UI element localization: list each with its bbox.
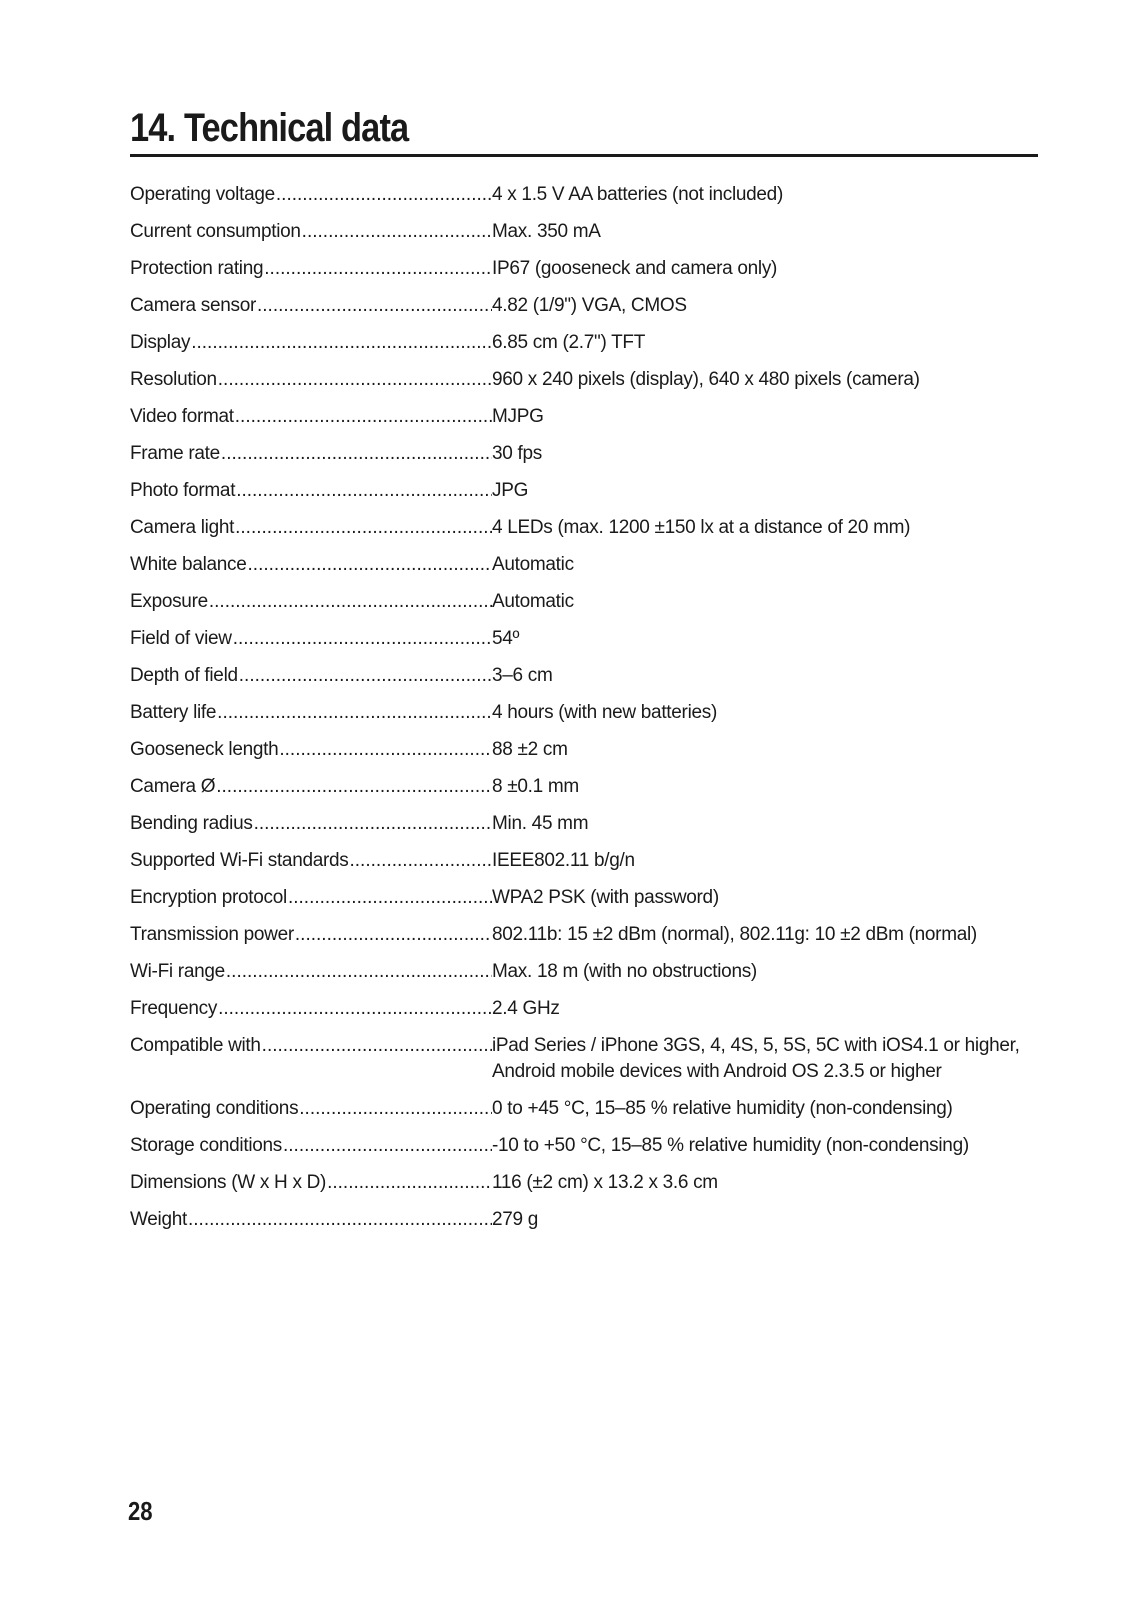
spec-value: 4.82 (1/9") VGA, CMOS: [492, 295, 687, 316]
spec-label: Weight: [130, 1209, 187, 1230]
spec-value-cell: [492, 848, 1040, 874]
spec-value-cell: [492, 367, 1040, 393]
spec-value: MJPG: [492, 406, 544, 427]
spec-row: [130, 1207, 1040, 1244]
spec-value: 4 x 1.5 V AA batteries (not included): [492, 184, 783, 205]
spec-label-cell: [130, 1096, 492, 1122]
spec-label: Field of view: [130, 628, 232, 649]
spec-value-cell: [492, 441, 1040, 467]
spec-row: [130, 811, 1040, 848]
spec-row: [130, 848, 1040, 885]
spec-label-cell: [130, 626, 492, 652]
spec-value: 960 x 240 pixels (display), 640 x 480 pixels (camera): [492, 369, 920, 390]
spec-value-cell: [492, 700, 1040, 726]
spec-value: IEEE802.11 b/g/n: [492, 850, 635, 871]
spec-label-cell: [130, 404, 492, 430]
dot-leader: [248, 552, 492, 578]
spec-value-cell: [492, 589, 1040, 615]
dot-leader: [191, 330, 492, 356]
spec-label: Dimensions (W x H x D): [130, 1172, 327, 1193]
spec-row: [130, 1033, 1040, 1096]
spec-row: [130, 589, 1040, 626]
spec-row: [130, 663, 1040, 700]
spec-label: Gooseneck length: [130, 739, 279, 760]
spec-label: Camera sensor: [130, 295, 256, 316]
spec-label-cell: [130, 663, 492, 689]
spec-label: Supported Wi-Fi standards: [130, 850, 349, 871]
spec-row: [130, 552, 1040, 589]
spec-value-cell: [492, 330, 1040, 356]
spec-label: Video format: [130, 406, 234, 427]
spec-value: 88 ±2 cm: [492, 739, 568, 760]
spec-value: Automatic: [492, 591, 574, 612]
spec-value: 3–6 cm: [492, 665, 553, 686]
spec-row: [130, 1133, 1040, 1170]
dot-leader: [350, 848, 493, 874]
spec-value: Automatic: [492, 554, 574, 575]
spec-label-cell: [130, 1170, 492, 1196]
spec-value-cell: [492, 1096, 1040, 1122]
spec-value: iPad Series / iPhone 3GS, 4, 4S, 5, 5S, 5C with iOS4.1 or higher,: [492, 1035, 1020, 1056]
spec-label-cell: [130, 219, 492, 245]
spec-label-cell: [130, 478, 492, 504]
spec-label-cell: [130, 959, 492, 985]
spec-value-cell: [492, 959, 1040, 985]
spec-value: 802.11b: 15 ±2 dBm (normal), 802.11g: 10 ±2 dBm (normal): [492, 924, 977, 945]
spec-label: Frequency: [130, 998, 218, 1019]
dot-leader: [276, 182, 492, 208]
dot-leader: [283, 1133, 492, 1159]
spec-value: IP67 (gooseneck and camera only): [492, 258, 778, 279]
spec-label: Wi-Fi range: [130, 961, 225, 982]
dot-leader: [302, 219, 492, 245]
dot-leader: [218, 367, 492, 393]
spec-row: [130, 922, 1040, 959]
spec-value: 116 (±2 cm) x 13.2 x 3.6 cm: [492, 1172, 718, 1193]
spec-label-cell: [130, 589, 492, 615]
spec-value: 54º: [492, 628, 520, 649]
spec-label: Transmission power: [130, 924, 294, 945]
spec-value: 8 ±0.1 mm: [492, 776, 579, 797]
spec-label: Frame rate: [130, 443, 220, 464]
spec-label: Depth of field: [130, 665, 238, 686]
dot-leader: [288, 885, 492, 911]
spec-label: Battery life: [130, 702, 217, 723]
section-heading: [130, 104, 1038, 157]
spec-value-cell: [492, 182, 1040, 208]
spec-label: Operating voltage: [130, 184, 275, 205]
spec-label: Encryption protocol: [130, 887, 287, 908]
spec-row: [130, 515, 1040, 552]
spec-label: Protection rating: [130, 258, 264, 279]
spec-label: Display: [130, 332, 191, 353]
dot-leader: [239, 663, 492, 689]
dot-leader: [209, 589, 492, 615]
spec-label-cell: [130, 700, 492, 726]
dot-leader: [279, 737, 492, 763]
spec-value: 6.85 cm (2.7") TFT: [492, 332, 646, 353]
spec-row: [130, 774, 1040, 811]
spec-value-cell: [492, 885, 1040, 911]
spec-value-cell: [492, 922, 1040, 948]
spec-row: [130, 182, 1040, 219]
spec-label: White balance: [130, 554, 247, 575]
dot-leader: [235, 515, 492, 541]
spec-value: 279 g: [492, 1209, 539, 1230]
dot-leader: [217, 700, 492, 726]
spec-label-cell: [130, 1133, 492, 1159]
dot-leader: [233, 626, 492, 652]
dot-leader: [221, 441, 492, 467]
spec-row: [130, 1096, 1040, 1133]
spec-value: 4 LEDs (max. 1200 ±150 lx at a distance of 20 mm): [492, 517, 911, 538]
spec-value: 0 to +45 °C, 15–85 % relative humidity (non-condensing): [492, 1098, 953, 1119]
spec-value-cell: [492, 515, 1040, 541]
spec-label: Photo format: [130, 480, 236, 501]
spec-label-cell: [130, 885, 492, 911]
spec-value-cell: [492, 256, 1040, 282]
spec-row: [130, 441, 1040, 478]
spec-row: [130, 1170, 1040, 1207]
spec-label-cell: [130, 552, 492, 578]
spec-label: Compatible with: [130, 1035, 261, 1056]
spec-value-cell: [492, 478, 1040, 504]
dot-leader: [257, 293, 492, 319]
spec-row: [130, 293, 1040, 330]
spec-value-cell: [492, 737, 1040, 763]
spec-row: [130, 626, 1040, 663]
spec-value: -10 to +50 °C, 15–85 % relative humidity (non-condensing): [492, 1135, 969, 1156]
spec-row: [130, 256, 1040, 293]
spec-label-cell: [130, 256, 492, 282]
spec-label-cell: [130, 182, 492, 208]
spec-label-cell: [130, 367, 492, 393]
spec-label-cell: [130, 441, 492, 467]
spec-label: Storage conditions: [130, 1135, 282, 1156]
spec-row: [130, 737, 1040, 774]
dot-leader: [299, 1096, 492, 1122]
spec-label-cell: [130, 1207, 492, 1233]
spec-label: Exposure: [130, 591, 208, 612]
spec-label: Camera light: [130, 517, 235, 538]
spec-value-cell: [492, 219, 1040, 245]
spec-value-cell: [492, 1033, 1040, 1085]
spec-label-cell: [130, 515, 492, 541]
page-number: 28: [128, 1496, 153, 1526]
spec-row: [130, 885, 1040, 922]
spec-row: [130, 219, 1040, 256]
spec-row: [130, 700, 1040, 737]
spec-value: Max. 18 m (with no obstructions): [492, 961, 757, 982]
dot-leader: [262, 1033, 492, 1059]
spec-value: Max. 350 mA: [492, 221, 601, 242]
spec-label: Resolution: [130, 369, 217, 390]
spec-row: [130, 478, 1040, 515]
spec-label-cell: [130, 737, 492, 763]
spec-value: JPG: [492, 480, 529, 501]
spec-value-cell: [492, 774, 1040, 800]
page-title: 14. Technical data: [130, 106, 409, 150]
spec-value-cell: [492, 996, 1040, 1022]
spec-label-cell: [130, 922, 492, 948]
spec-label-cell: [130, 848, 492, 874]
spec-row: [130, 996, 1040, 1033]
spec-label-cell: [130, 811, 492, 837]
spec-value-cell: [492, 811, 1040, 837]
dot-leader: [226, 959, 492, 985]
spec-label: Operating conditions: [130, 1098, 299, 1119]
spec-label-cell: [130, 774, 492, 800]
spec-value-cell: [492, 1170, 1040, 1196]
dot-leader: [235, 404, 492, 430]
dot-leader: [188, 1207, 492, 1233]
spec-row: [130, 959, 1040, 996]
spec-label-cell: [130, 996, 492, 1022]
dot-leader: [254, 811, 492, 837]
spec-label-cell: [130, 1033, 492, 1059]
spec-value-cell: [492, 626, 1040, 652]
spec-value: WPA2 PSK (with password): [492, 887, 719, 908]
spec-row: [130, 330, 1040, 367]
dot-leader: [218, 996, 492, 1022]
technical-data-list: [130, 182, 1040, 1244]
dot-leader: [264, 256, 492, 282]
spec-value-cell: [492, 1133, 1040, 1159]
spec-label: Camera Ø: [130, 776, 216, 797]
spec-value: 30 fps: [492, 443, 542, 464]
spec-value-cell: [492, 1207, 1040, 1233]
dot-leader: [327, 1170, 492, 1196]
spec-value-cell: [492, 552, 1040, 578]
spec-row: [130, 404, 1040, 441]
dot-leader: [236, 478, 492, 504]
spec-value-cell: [492, 663, 1040, 689]
spec-label-cell: [130, 330, 492, 356]
spec-value: 2.4 GHz: [492, 998, 560, 1019]
spec-value-cell: [492, 404, 1040, 430]
spec-value: 4 hours (with new batteries): [492, 702, 717, 723]
dot-leader: [216, 774, 492, 800]
spec-row: [130, 367, 1040, 404]
spec-value-cell: [492, 293, 1040, 319]
spec-label: Current consumption: [130, 221, 301, 242]
dot-leader: [295, 922, 492, 948]
spec-label-cell: [130, 293, 492, 319]
spec-label: Bending radius: [130, 813, 253, 834]
spec-value-continued: Android mobile devices with Android OS 2.3.5 or higher: [492, 1061, 942, 1082]
spec-value: Min. 45 mm: [492, 813, 589, 834]
